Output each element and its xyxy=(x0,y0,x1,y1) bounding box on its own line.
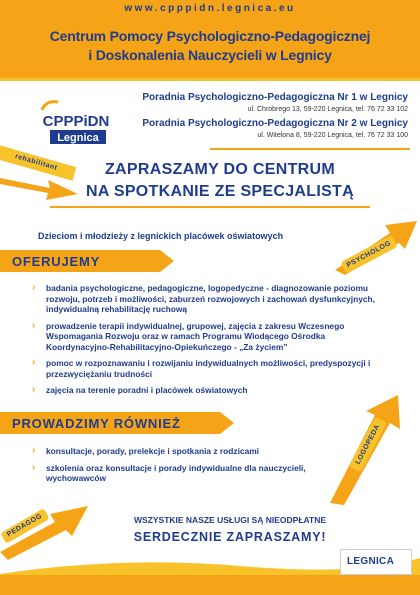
legnica-logo xyxy=(340,549,412,575)
chevron-right-icon: › xyxy=(32,357,36,368)
header-title-line1: Centrum Pomocy Psychologiczno-Pedagogicznej xyxy=(49,28,371,44)
poradnia-2 xyxy=(142,118,408,139)
poradnia-2-address: ul. Witelona 8, 59-220 Legnica, tel. 76 72 33 100 xyxy=(257,132,408,139)
oferujemy-banner xyxy=(0,250,160,272)
ribbon-pedagog-label: PEDAGOG xyxy=(5,512,44,539)
poradnia-1-name: Poradnia Psychologiczno-Pedagogiczna Nr 1 w Legnicy xyxy=(142,92,408,103)
header-title-line2: i Doskonalenia Nauczycieli w Legnicy xyxy=(88,47,332,63)
ribbon-psycholog-label: PSYCHOLOG xyxy=(345,239,393,270)
prowadzimy-banner-tip xyxy=(220,412,234,434)
ribbon-rehabilitant-label: rehabilitant xyxy=(14,153,59,172)
headline-line1: ZAPRASZAMY DO CENTRUM xyxy=(104,161,335,178)
header-stripe xyxy=(0,78,420,81)
footer-url-link[interactable]: www.cpppidn.legnica.eu xyxy=(124,3,296,14)
poradnia-1 xyxy=(142,92,408,113)
intro-text: Dzieciom i młodzieży z legnickich placówek oświatowych xyxy=(38,231,284,241)
prowadzimy-title: PROWADZIMY RÓWNIEŻ xyxy=(12,416,181,431)
logo-text-main: CPPPiDN xyxy=(42,113,110,130)
chevron-right-icon: › xyxy=(32,384,36,395)
ribbon-logopeda-label: LOGOPEDA xyxy=(354,423,382,466)
legnica-logo-text: LEGNICA xyxy=(347,556,395,567)
poradnia-1-address: ul. Chrobrego 13, 59-220 Legnica, tel. 76 72 33 102 xyxy=(247,106,408,113)
logo-text-city: Legnica xyxy=(57,132,99,144)
list-item: › prowadzenie terapii indywidualnej, grupowej, zajęcia z zakresu Wczesnego Wspomagania Rozwoju oraz w ramach Programu Wiodącego Ośrodka Koordynacyjno-Rehabilitacyjno-Opiekuńczego - „Za życiem” xyxy=(32,319,345,352)
chevron-right-icon: › xyxy=(32,282,36,293)
list-item: › zajęcia na terenie poradni i placówek oświatowych xyxy=(32,384,248,395)
list-item: › badania psychologiczne, pedagogiczne, logopedyczne - diagnozowanie poziomu rozwoju, potrzeb i możliwości, zaburzeń rozwojowych i zachowań dysfunkcyjnych, indywidualną rehabilitację ruchową xyxy=(32,282,376,314)
list-item: › szkolenia oraz konsultacje i porady indywidualne dla nauczycieli, wychowawców xyxy=(32,461,306,483)
list-item: › pomoc w rozpoznawaniu i rozwijaniu indywidualnych możliwości, predyspozycji i przezwyciężaniu trudności xyxy=(32,357,371,379)
invite-text: SERDECZNIE ZAPRASZAMY! xyxy=(133,530,327,544)
poradnia-underline xyxy=(210,148,410,150)
prowadzimy-list xyxy=(32,446,332,490)
free-services-text: WSZYSTKIE NASZE USŁUGI SĄ NIEODPŁATNE xyxy=(133,515,327,525)
chevron-right-icon: › xyxy=(32,319,36,331)
headline-line2: NA SPOTKANIE ZE SPECJALISTĄ xyxy=(86,183,354,200)
oferujemy-list xyxy=(32,283,377,402)
cpppidn-logo xyxy=(38,96,114,152)
list-item: › konsultacje, porady, prelekcje i spotkania z rodzicami xyxy=(32,445,260,456)
oferujemy-banner-tip xyxy=(160,250,174,272)
headline-underline xyxy=(50,206,370,208)
poradnia-2-name: Poradnia Psychologiczno-Pedagogiczna Nr 2 w Legnicy xyxy=(142,118,408,129)
oferujemy-title: OFERUJEMY xyxy=(12,254,101,269)
chevron-right-icon: › xyxy=(32,445,36,456)
prowadzimy-banner xyxy=(0,412,220,434)
footer-band xyxy=(0,575,420,595)
chevron-right-icon: › xyxy=(32,461,36,473)
